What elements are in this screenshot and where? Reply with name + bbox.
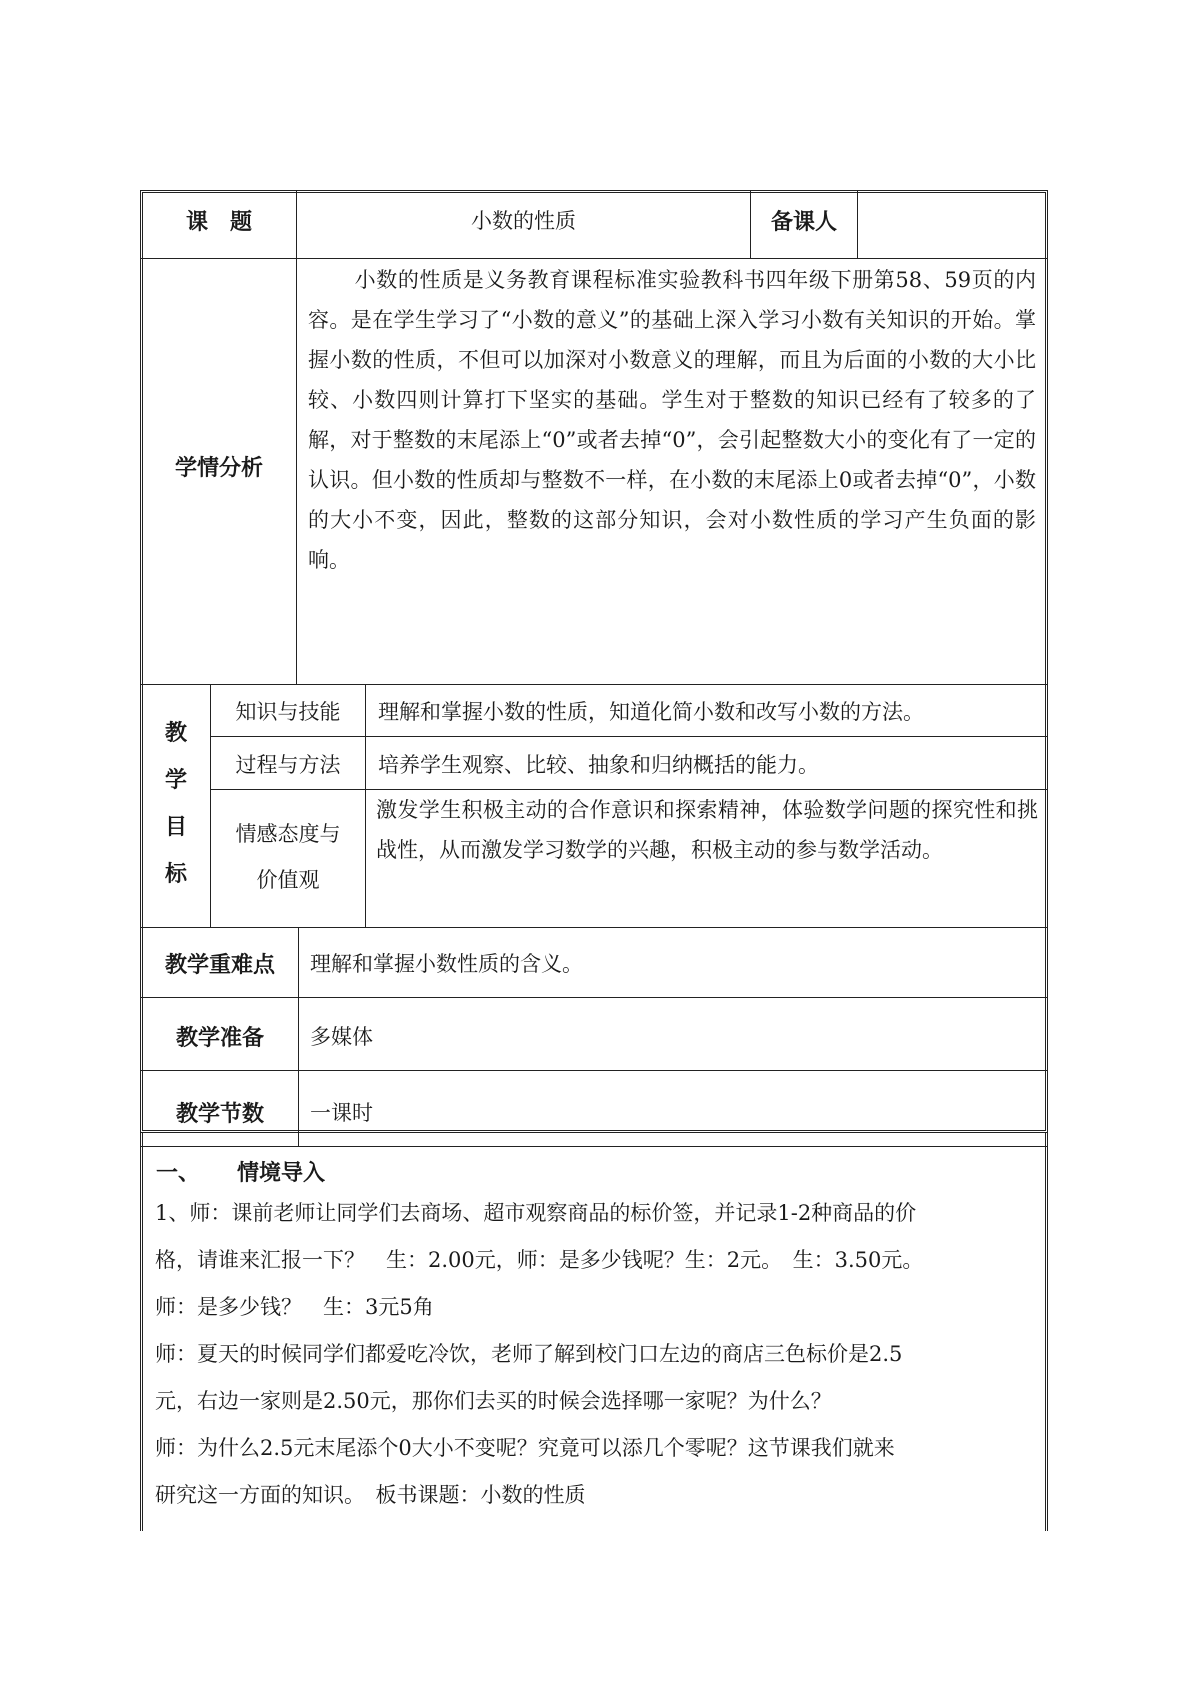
goals-label-char-1: 教	[165, 721, 188, 746]
section-number: 一、	[156, 1161, 201, 1186]
goals-label-char-3: 目	[165, 815, 188, 840]
rule-periods-bottom	[141, 1146, 1047, 1147]
goal-attitude-text: 激发学生积极主动的合作意识和探索精神，体验数学问题的探究性和挑战性，从而激发学习数学的兴趣，积极主动的参与数学活动。	[376, 798, 1038, 862]
rule-keypoints-bottom	[141, 997, 1047, 998]
goal-knowledge-text: 理解和掌握小数的性质，知道化简小数和改写小数的方法。	[378, 700, 924, 724]
goal-attitude-name-2: 价值观	[256, 868, 320, 892]
process-line-1: 1、师：课前老师让同学们去商场、超市观察商品的标价签，并记录1-2种商品的价	[155, 1201, 917, 1225]
analysis-label: 学情分析	[174, 456, 263, 481]
process-line-5: 元，右边一家则是2.50元，那你们去买的时候会选择哪一家呢？为什么？	[155, 1389, 832, 1413]
process-line-2: 格，请谁来汇报一下？ 生：2.00元，师：是多少钱呢？生：2元。 生：3.50元。	[155, 1248, 924, 1272]
topic-label: 课 题	[185, 210, 252, 235]
process-line-7: 研究这一方面的知识。 板书课题：小数的性质	[155, 1483, 586, 1507]
rule-goals-bottom	[141, 927, 1047, 928]
preparer-label: 备课人	[770, 210, 837, 235]
periods-text: 一课时	[310, 1101, 373, 1125]
analysis-text	[308, 260, 1036, 580]
process-line-3: 师：是多少钱？ 生：3元5角	[155, 1295, 434, 1319]
periods-label: 教学节数	[175, 1102, 264, 1127]
rule-goal1-bottom	[210, 736, 1047, 737]
topic-value: 小数的性质	[471, 209, 576, 233]
goals-label-char-4: 标	[165, 862, 188, 887]
rule-goals-col2	[365, 684, 366, 927]
goal-process-text: 培养学生观察、比较、抽象和归纳概括的能力。	[378, 753, 819, 777]
process-line-6: 师：为什么2.5元末尾添个0大小不变呢？究竟可以添几个零呢？这节课我们就来	[155, 1436, 895, 1460]
rule-header-bottom	[141, 258, 1047, 259]
rule-analysis-bottom	[141, 684, 1047, 685]
preparation-label: 教学准备	[175, 1026, 264, 1051]
goal-knowledge-name: 知识与技能	[235, 700, 341, 724]
rule-analysis-col	[296, 258, 297, 684]
page-border-left	[140, 1133, 143, 1531]
goal-attitude-name-1: 情感态度与	[235, 822, 341, 846]
keypoints-label: 教学重难点	[164, 953, 275, 978]
goal-process-name: 过程与方法	[235, 753, 341, 777]
analysis-text-body: 小数的性质是义务教育课程标准实验教科书四年级下册第58、59页的内容。是在学生学习了“小数的意义”的基础上深入学习小数有关知识的开始。掌握小数的性质，不但可以加深对小数意义的理解，而且为后面的小数的大小比较、小数四则计算打下坚实的基础。学生对于整数的知识已经有了较多的了解，对于整数的末尾添上“0”或者去掉“0”，会引起整数大小的变化有了一定的认识。但小数的性质却与整数不一样，在小数的末尾添上0或者去掉“0”，小数的大小不变，因此，整数的这部分知识，会对小数性质的学习产生负面的影响。	[308, 268, 1036, 572]
section-title: 情境导入	[237, 1161, 326, 1186]
rule-prep-bottom	[141, 1070, 1047, 1071]
rule-lower-col	[298, 927, 299, 1146]
goals-label-char-2: 学	[165, 768, 188, 793]
keypoints-text: 理解和掌握小数性质的含义。	[310, 952, 583, 976]
preparation-text: 多媒体	[310, 1025, 373, 1049]
rule-header-col3	[857, 191, 858, 258]
process-line-4: 师：夏天的时候同学们都爱吃冷饮，老师了解到校门口左边的商店三色标价是2.5	[155, 1342, 903, 1366]
page-border-right	[1045, 1133, 1048, 1531]
